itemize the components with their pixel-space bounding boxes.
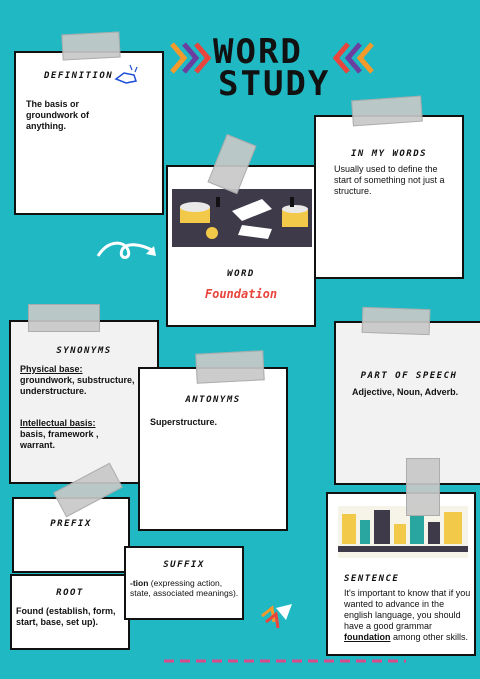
antonyms-text: Superstructure.	[150, 417, 218, 427]
part-of-speech-heading: PART OF SPEECH	[360, 371, 458, 381]
suffix-card	[124, 546, 244, 620]
sentence-keyword: foundation	[344, 632, 391, 642]
in-my-words-text: Usually used to define the start of something not just a structure.	[334, 164, 445, 196]
suffix-text: (expressing action, state, associated meanings).	[130, 578, 239, 598]
in-my-words-card	[314, 115, 464, 279]
antonyms-card	[138, 367, 288, 531]
synonyms-physical-text: groundwork, substructure, understructure.	[20, 375, 135, 396]
synonyms-intellectual-label: Intellectual basis:	[20, 418, 96, 428]
suffix-bold-part: -tion	[130, 578, 149, 588]
definition-heading: DEFINITION	[44, 71, 114, 81]
part-of-speech-text: Adjective, Noun, Adverb.	[352, 387, 459, 397]
sentence-heading: SENTENCE	[344, 574, 400, 584]
word-card	[166, 165, 316, 327]
title-line2: STUDY	[218, 64, 331, 104]
sentence-card	[326, 492, 476, 656]
tape-strip	[28, 304, 100, 332]
synonyms-intellectual-text: basis, framework , warrant.	[20, 429, 99, 450]
in-my-words-heading: IN MY WORDS	[350, 149, 428, 159]
sentence-illustration	[338, 506, 468, 558]
synonyms-heading: SYNONYMS	[56, 346, 112, 356]
tape-strip	[61, 32, 120, 61]
word-value: Foundation	[204, 287, 278, 301]
sentence-text-before: It's important to know that if you wanted to advance in the english language, you should have a good grammar	[344, 588, 471, 631]
tape-strip	[195, 350, 264, 384]
chevrons-right-icon	[332, 40, 378, 76]
title-line1: WORD	[213, 32, 303, 72]
suffix-heading: SUFFIX	[163, 560, 205, 570]
tape-strip	[406, 458, 440, 516]
prefix-heading: PREFIX	[50, 519, 92, 529]
tape-strip	[351, 96, 423, 127]
sentence-text-after: among other skills.	[390, 632, 469, 642]
synonyms-physical-label: Physical base:	[20, 364, 83, 374]
root-text: Found (establish, form, start, base, set up).	[16, 606, 116, 627]
dashed-divider	[160, 656, 410, 666]
word-heading: WORD	[227, 269, 255, 279]
antonyms-heading: ANTONYMS	[185, 395, 241, 405]
curly-arrow-icon	[94, 234, 160, 264]
foundation-illustration	[172, 189, 312, 247]
definition-card	[14, 51, 164, 215]
definition-text: The basis or groundwork of anything.	[26, 99, 89, 131]
pointing-hand-icon	[112, 63, 142, 89]
root-heading: ROOT	[56, 588, 84, 598]
chevrons-left-icon	[168, 40, 214, 76]
synonyms-card	[9, 320, 159, 484]
arrow-stack-icon	[258, 604, 294, 634]
root-card	[10, 574, 130, 650]
tape-strip	[362, 307, 431, 335]
